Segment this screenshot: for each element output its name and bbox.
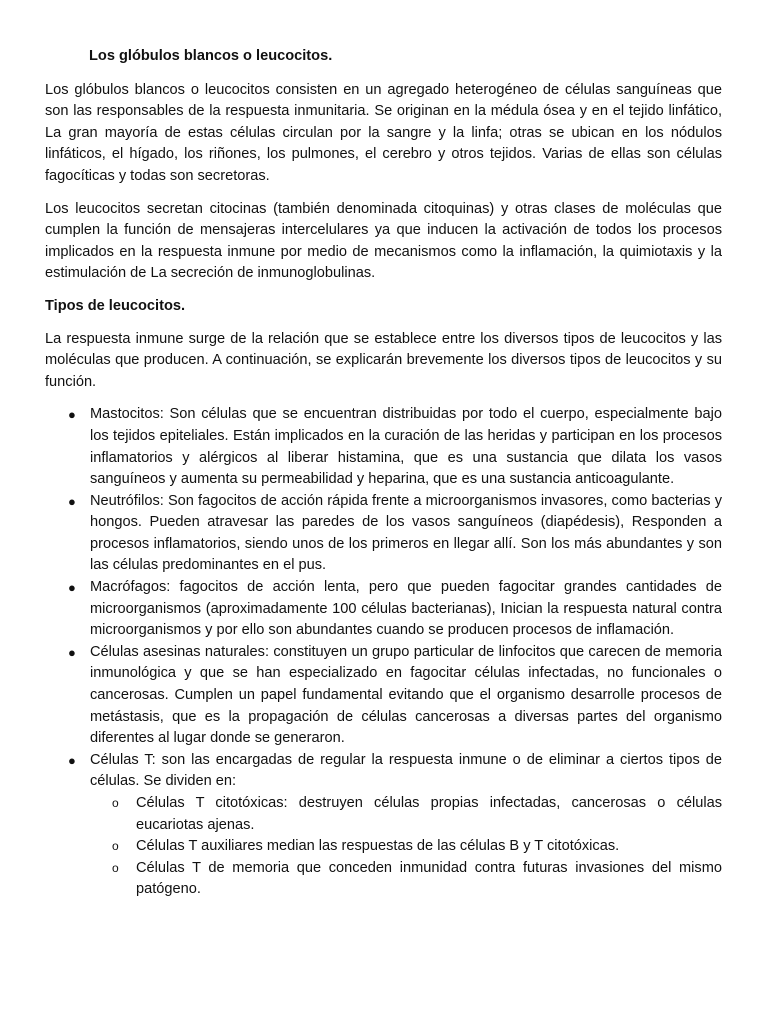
list-item [45,577,722,642]
document-title: Los glóbulos blancos o leucocitos. [89,48,333,64]
circle-bullet-icon: o [112,796,119,810]
list-item-text: Neutrófilos: Son fagocitos de acción rápida frente a microorganismos invasores, como bacterias y hongos. Pueden atravesar las paredes de los vasos sanguíneos (diapédesis), Responden a procesos inflamatorios, siendo unos de los primeros en llegar allí. Son los más abundantes y son las células predominantes en el pus. [90,492,722,574]
list-item [45,642,722,750]
paragraph: Los leucocitos secretan citocinas (también denominada citoquinas) y otras clases de moléculas que cumplen la función de mensajeras intercelulares ya que inducen la activación de todos los procesos implicados en la respuesta inmune por medio de mecanismos como la inflamación, la quimiotaxis y la estimulación de La secreción de inmunoglobulinas. [45,200,722,282]
circle-bullet-icon: o [112,839,119,854]
section-heading: Tipos de leucocitos. [45,297,186,314]
bullet-icon: ● [68,752,76,768]
sub-list-item [90,836,722,858]
list-item-text: Macrófagos: fagocitos de acción lenta, pero que pueden fagocitar grandes cantidades de microorganismos (aproximadamente 100 células bacterianas), Inician la respuesta natural contra microorganismos y por ello son abundantes cuando se producen procesos de inflamación. [90,579,722,639]
sub-list-item-text: Células T de memoria que conceden inmunidad contra futuras invasiones del mismo patógeno. [136,859,722,898]
list-item [45,491,722,577]
bullet-icon: ● [68,493,76,509]
bullet-icon: ● [68,407,76,423]
sub-list-item-text: Células T citotóxicas: destruyen células propias infectadas, cancerosas o células eucariotas ajenas. [136,795,722,833]
document-page [45,46,722,901]
t-cell-subtype-list [90,793,722,901]
sub-list-item [90,858,722,901]
circle-bullet-icon: o [112,860,119,875]
sub-list-item [90,793,722,836]
list-item [45,750,722,901]
sub-list-item-text: Células T auxiliares median las respuestas de las células B y T citotóxicas. [136,838,620,855]
list-item-text: Células T: son las encargadas de regular la respuesta inmune o de eliminar a ciertos tipos de células. Se dividen en: [90,751,722,790]
bullet-icon: ● [68,580,76,596]
list-item-text: Mastocitos: Son células que se encuentran distribuidas por todo el cuerpo, especialmente bajo los tejidos epiteliales. Están implicados en la curación de las heridas y participan en los procesos inflamatorios y alérgicos al liberar histamina, que es una sustancia que dilata los vasos sanguíneos y aumenta su permeabilidad y heparina, que es una sustancia anticoagulante. [90,406,722,488]
leukocyte-type-list [45,404,722,901]
paragraph: Los glóbulos blancos o leucocitos consisten en un agregado heterogéneo de células sanguíneas que son las responsables de la respuesta inmunitaria. Se originan en la médula ósea y en el tejido linfático, La gran mayoría de estas células circulan por la sangre y la linfa; otras se ubican en los nódulos linfáticos, el hígado, los riñones, los pulmones, el cerebro y otros tejidos. Varias de ellas son células fagocíticas y todas son secretoras. [45,81,722,184]
intro-paragraph: La respuesta inmune surge de la relación que se establece entre los diversos tipos de leucocitos y las moléculas que producen. A continuación, se explicarán brevemente los diversos tipos de leucocitos y su función. [45,330,722,390]
list-item-text: Células asesinas naturales: constituyen un grupo particular de linfocitos que carecen de memoria inmunológica y que se han especializado en fagocitar células infectadas, no funcionales o cancerosas. Cumplen un papel fundamental evitando que el organismo desarrolle procesos de metástasis, que es la propagación de células cancerosas a diversas partes del organismo diferentes al lugar donde se generaron. [90,643,722,747]
list-item [45,404,722,490]
bullet-icon: ● [68,644,76,660]
